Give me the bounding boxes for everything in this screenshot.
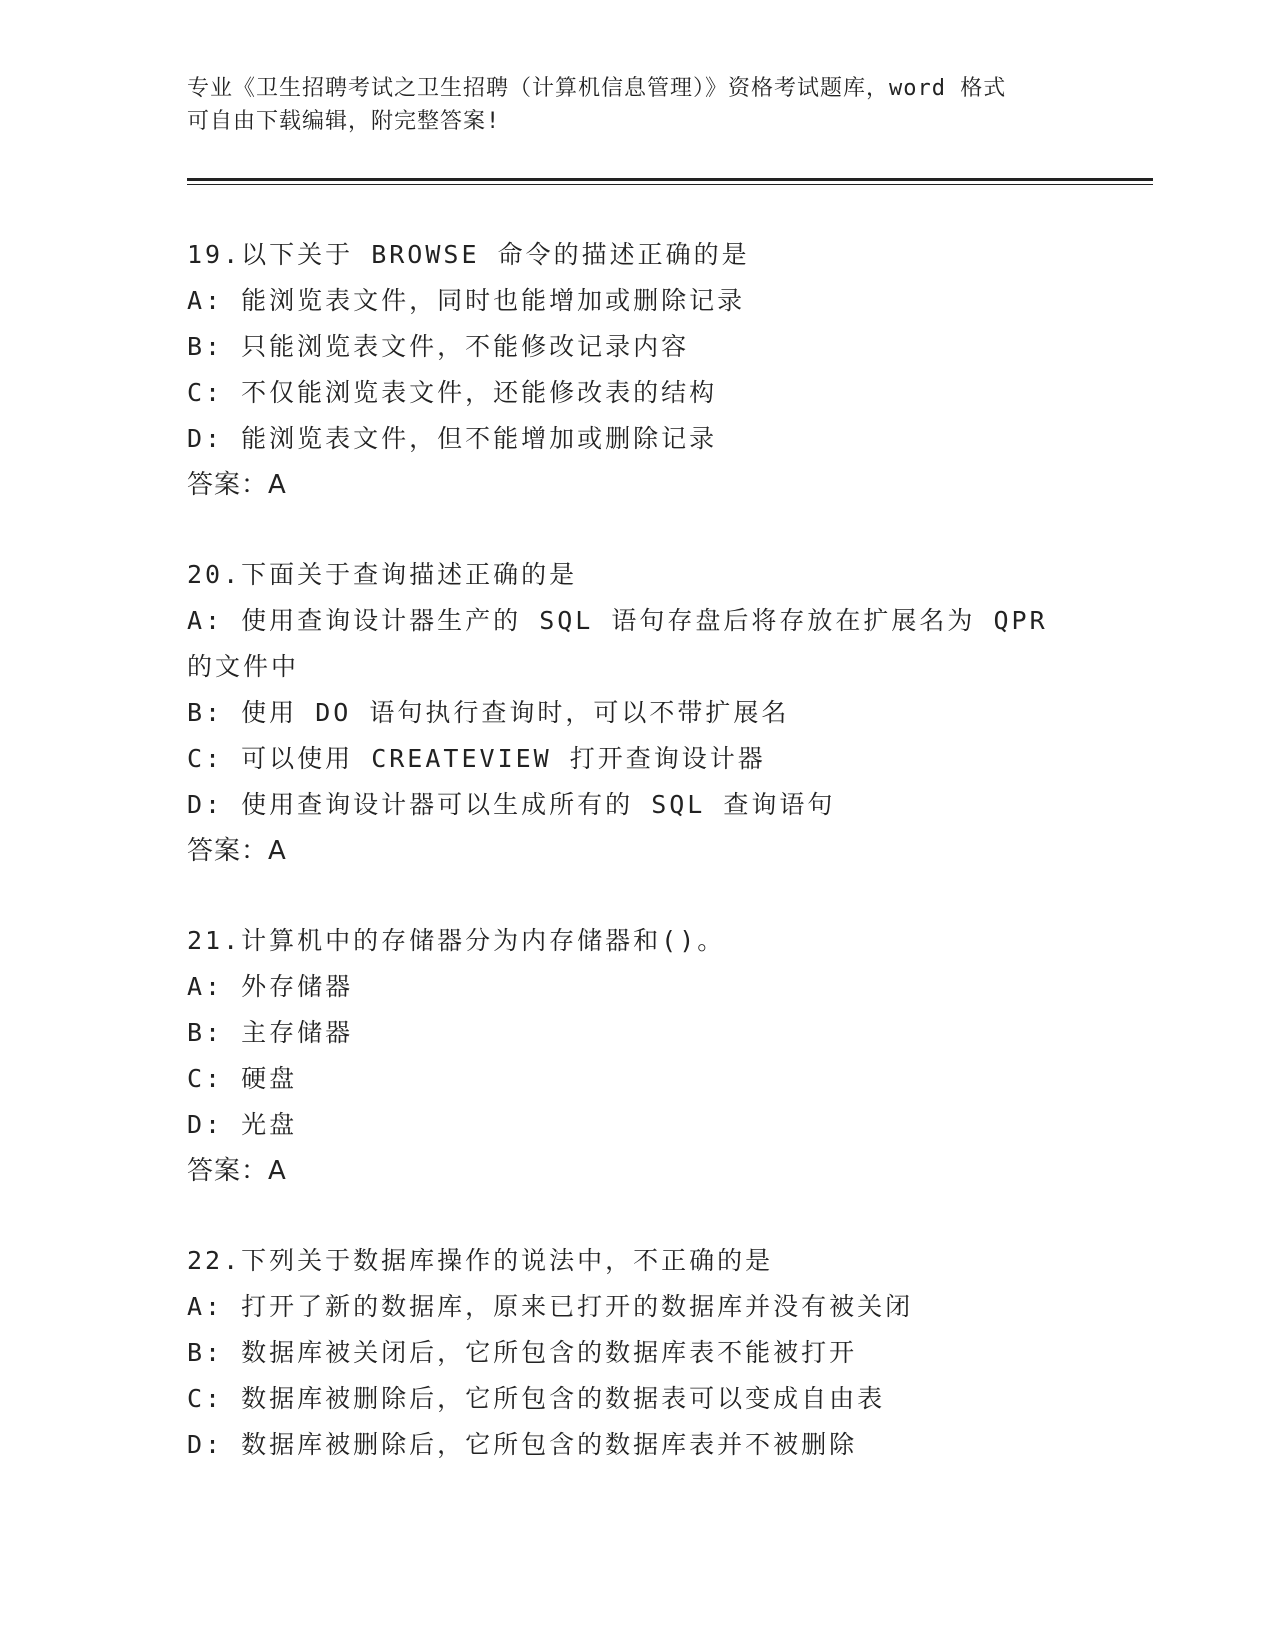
option-d: D: 数据库被删除后，它所包含的数据库表并不被删除 [187,1430,858,1459]
question-stem: 20.下面关于查询描述正确的是 [187,560,578,589]
option-a: A: 能浏览表文件，同时也能增加或删除记录 [187,286,746,315]
option-c: C: 不仅能浏览表文件，还能修改表的结构 [187,378,718,407]
answer-line: 答案：A [187,836,287,866]
header-line-1: 专业《卫生招聘考试之卫生招聘（计算机信息管理）》资格考试题库，word 格式 [187,76,1007,101]
option-b: B: 主存储器 [187,1018,354,1047]
question-stem: 22.下列关于数据库操作的说法中，不正确的是 [187,1246,774,1275]
option-b: B: 只能浏览表文件，不能修改记录内容 [187,332,690,361]
answer-line: 答案：A [187,1156,287,1186]
question-21 [187,918,1077,1194]
option-a: A: 打开了新的数据库，原来已打开的数据库并没有被关闭 [187,1292,914,1321]
option-c: C: 硬盘 [187,1064,298,1093]
header-divider-thin [187,184,1153,185]
option-a: A: 使用查询设计器生产的 SQL 语句存盘后将存放在扩展名为 QPR 的文件中 [187,606,1048,681]
question-stem: 19.以下关于 BROWSE 命令的描述正确的是 [187,240,750,269]
question-20 [187,552,1077,874]
question-list [187,232,1077,1512]
option-a: A: 外存储器 [187,972,354,1001]
option-b: B: 数据库被关闭后，它所包含的数据库表不能被打开 [187,1338,858,1367]
option-c: C: 数据库被删除后，它所包含的数据表可以变成自由表 [187,1384,886,1413]
option-d: D: 能浏览表文件，但不能增加或删除记录 [187,424,718,453]
question-19 [187,232,1077,508]
option-b: B: 使用 DO 语句执行查询时，可以不带扩展名 [187,698,790,727]
answer-line: 答案：A [187,470,287,500]
question-stem: 21.计算机中的存储器分为内存储器和()。 [187,926,726,955]
header-divider-thick [187,178,1153,181]
question-22 [187,1238,1077,1468]
document-header [187,72,1087,138]
option-d: D: 使用查询设计器可以生成所有的 SQL 查询语句 [187,790,836,819]
option-d: D: 光盘 [187,1110,298,1139]
header-line-2: 可自由下载编辑，附完整答案! [187,109,501,134]
option-c: C: 可以使用 CREATEVIEW 打开查询设计器 [187,744,766,773]
